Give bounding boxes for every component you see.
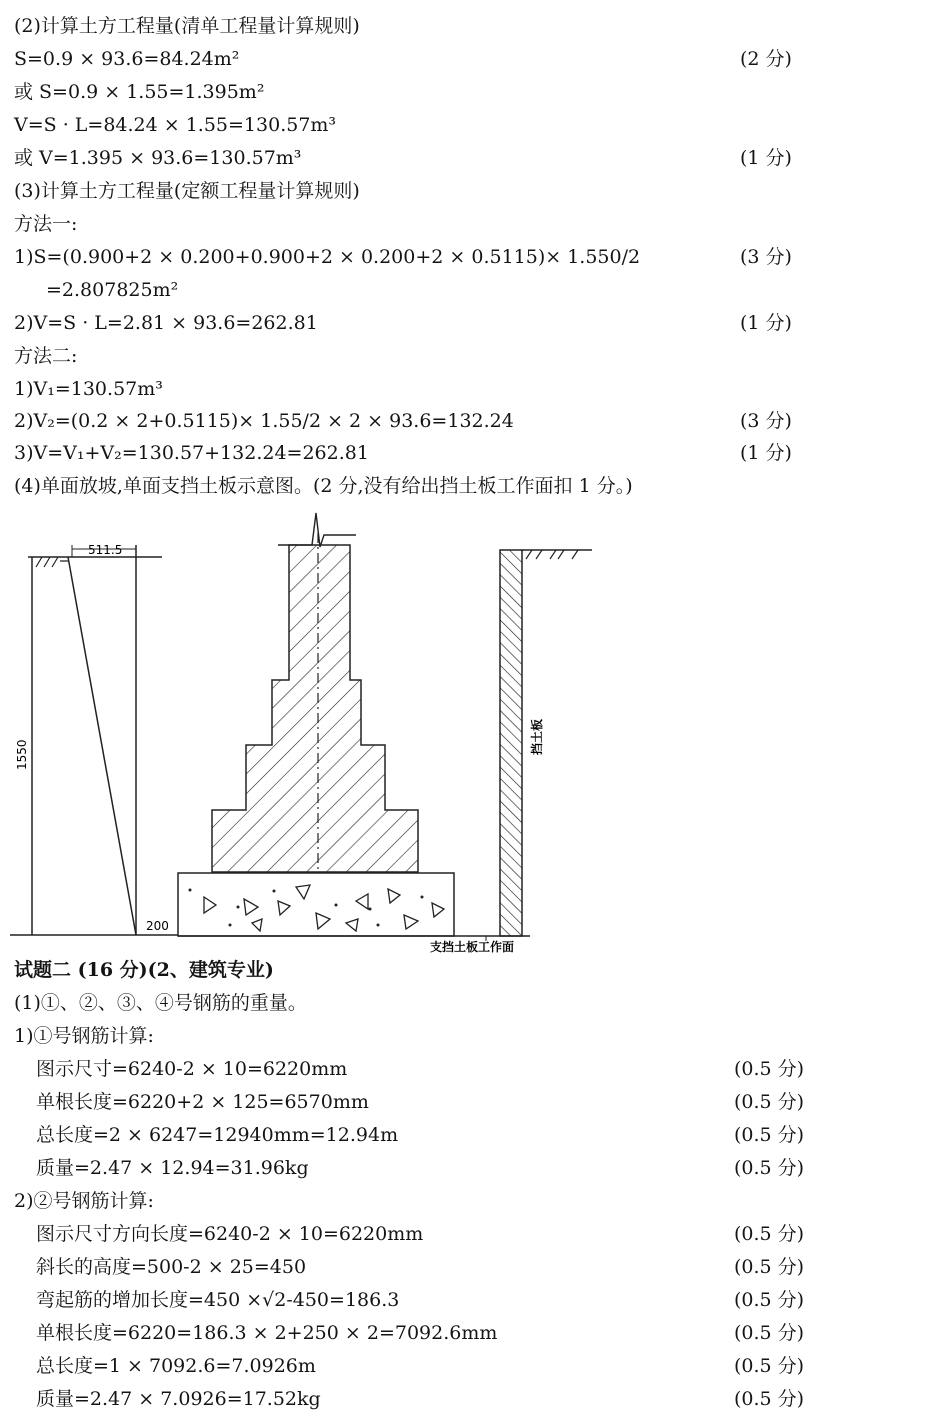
score-label: (2 分) bbox=[740, 48, 792, 70]
formula-line: 或 V=1.395 × 93.6=130.57m³ bbox=[14, 147, 302, 169]
formula-line: 图示尺寸方向长度=6240-2 × 10=6220mm bbox=[36, 1223, 424, 1245]
score-label: (0.5 分) bbox=[734, 1124, 805, 1146]
formula-line: 单根长度=6220+2 × 125=6570mm bbox=[36, 1091, 369, 1113]
formula-line: 图示尺寸=6240-2 × 10=6220mm bbox=[36, 1058, 348, 1080]
question-2-part-1: (1)①、②、③、④号钢筋的重量。 bbox=[14, 992, 307, 1014]
score-label: (0.5 分) bbox=[734, 1322, 805, 1344]
formula-line: 3)V=V₁+V₂=130.57+132.24=262.81 bbox=[14, 442, 369, 464]
formula-line: 单根长度=6220=186.3 × 2+250 × 2=7092.6mm bbox=[36, 1322, 498, 1344]
rebar-1-heading: 1)①号钢筋计算: bbox=[14, 1025, 154, 1047]
score-label: (0.5 分) bbox=[734, 1091, 805, 1113]
formula-line: 2)V=S · L=2.81 × 93.6=262.81 bbox=[14, 312, 318, 334]
section-4-heading: (4)单面放坡,单面支挡土板示意图。(2 分,没有给出挡土板工作面扣 1 分。) bbox=[14, 475, 633, 497]
formula-line: V=S · L=84.24 × 1.55=130.57m³ bbox=[14, 114, 337, 136]
formula-line: 1)S=(0.900+2 × 0.200+0.900+2 × 0.200+2 × 0.5115)× 1.550/2 bbox=[14, 246, 641, 268]
formula-line: 2)V₂=(0.2 × 2+0.5115)× 1.55/2 × 2 × 93.6=132.24 bbox=[14, 410, 514, 432]
dim-height-label: 1550 bbox=[15, 739, 29, 770]
rebar-2-heading: 2)②号钢筋计算: bbox=[14, 1190, 154, 1212]
formula-line: S=0.9 × 93.6=84.24m² bbox=[14, 48, 240, 70]
section-3-heading: (3)计算土方工程量(定额工程量计算规则) bbox=[14, 180, 360, 202]
formula-line: 弯起筋的增加长度=450 ×√2-450=186.3 bbox=[36, 1289, 400, 1311]
score-label: (0.5 分) bbox=[734, 1058, 805, 1080]
formula-line: 1)V₁=130.57m³ bbox=[14, 378, 163, 400]
concrete-cushion bbox=[178, 873, 454, 936]
formula-line: 质量=2.47 × 12.94=31.96kg bbox=[36, 1157, 309, 1179]
work-face-label: 支挡土板工作面 bbox=[430, 940, 515, 954]
board-label: 挡土板 bbox=[530, 718, 544, 755]
score-label: (0.5 分) bbox=[734, 1157, 805, 1179]
formula-line: 总长度=2 × 6247=12940mm=12.94m bbox=[36, 1124, 399, 1146]
method-1-label: 方法一: bbox=[14, 213, 78, 235]
formula-line: =2.807825m² bbox=[46, 279, 179, 301]
formula-line: 质量=2.47 × 7.0926=17.52kg bbox=[36, 1388, 321, 1410]
excavation-diagram bbox=[0, 505, 936, 960]
score-label: (0.5 分) bbox=[734, 1289, 805, 1311]
method-2-label: 方法二: bbox=[14, 345, 78, 367]
score-label: (0.5 分) bbox=[734, 1223, 805, 1245]
score-label: (0.5 分) bbox=[734, 1388, 805, 1410]
score-label: (0.5 分) bbox=[734, 1355, 805, 1377]
formula-line: 或 S=0.9 × 1.55=1.395m² bbox=[14, 81, 265, 103]
score-label: (0.5 分) bbox=[734, 1256, 805, 1278]
formula-line: 斜长的高度=500-2 × 25=450 bbox=[36, 1256, 307, 1278]
score-label: (1 分) bbox=[740, 147, 792, 169]
section-2-heading: (2)计算土方工程量(清单工程量计算规则) bbox=[14, 15, 360, 37]
score-label: (1 分) bbox=[740, 442, 792, 464]
score-label: (3 分) bbox=[740, 410, 792, 432]
score-label: (3 分) bbox=[740, 246, 792, 268]
dim-top-label: 511.5 bbox=[88, 543, 123, 557]
formula-line: 总长度=1 × 7092.6=7.0926m bbox=[36, 1355, 316, 1377]
brick-foundation bbox=[178, 513, 530, 936]
question-2-title: 试题二 (16 分)(2、建筑专业) bbox=[14, 959, 274, 981]
score-label: (1 分) bbox=[740, 312, 792, 334]
slope-section bbox=[10, 543, 178, 935]
dim-bottom-label: 200 bbox=[146, 919, 169, 933]
